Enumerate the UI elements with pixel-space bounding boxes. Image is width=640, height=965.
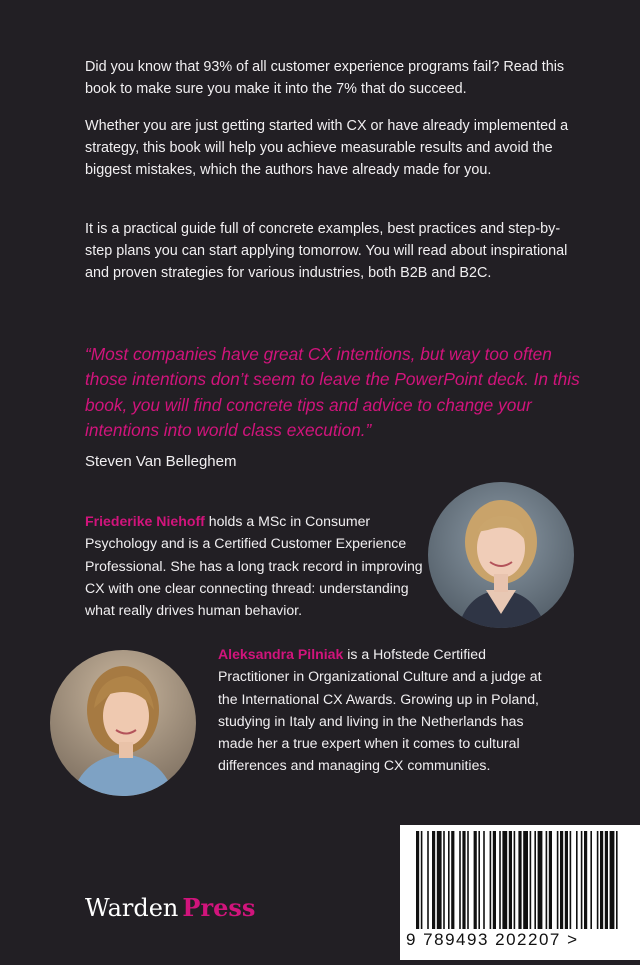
barcode-bar bbox=[474, 831, 477, 929]
endorsement-quote: “Most companies have great CX intentions, but way too often those intentions don’t seem to leave the PowerPoint deck. In this book, you will find concrete tips and advice to change your intentions into world class execution.” bbox=[85, 344, 580, 441]
intro-paragraph-3: It is a practical guide full of concrete examples, best practices and step-by-step plans you can start applying tomorrow. You will read about inspirational and proven strategies for various industries, both B2B and B2C. bbox=[85, 221, 568, 282]
barcode-bar bbox=[437, 831, 442, 929]
barcode-bar bbox=[546, 831, 548, 929]
publisher-name-part2: Press bbox=[182, 893, 256, 922]
barcode-bar bbox=[493, 831, 496, 929]
barcode-bar bbox=[570, 831, 572, 929]
barcode-bar bbox=[576, 831, 578, 929]
barcode-bar bbox=[565, 831, 568, 929]
barcode-bar bbox=[490, 831, 492, 929]
barcode-bar bbox=[451, 831, 454, 929]
author-name-1: Friederike Niehoff bbox=[85, 513, 205, 529]
author-bio-text-1: holds a MSc in Consumer Psychology and is a Certified Customer Experience Professional. She has a long track record in improving CX with one clear connecting thread: understanding what really drives human behavior. bbox=[85, 513, 423, 619]
barcode-bar bbox=[530, 831, 532, 929]
publisher-logo bbox=[85, 893, 255, 922]
barcode-bar bbox=[534, 831, 536, 929]
barcode-bar bbox=[427, 831, 429, 929]
barcode-bar bbox=[581, 831, 583, 929]
barcode-bar bbox=[523, 831, 528, 929]
barcode-bar bbox=[514, 831, 516, 929]
barcode-bar bbox=[483, 831, 485, 929]
barcode-bar bbox=[462, 831, 465, 929]
barcode-bar bbox=[605, 831, 608, 929]
barcode-bar bbox=[600, 831, 603, 929]
barcode-bar bbox=[459, 831, 461, 929]
quote-author: Steven Van Belleghem bbox=[85, 453, 237, 470]
publisher-name-part1: Warden bbox=[85, 894, 179, 922]
barcode-bar bbox=[518, 831, 521, 929]
barcode-bar bbox=[499, 831, 501, 929]
author-bio-1 bbox=[85, 510, 430, 621]
barcode-bar bbox=[509, 831, 512, 929]
barcode-number: 9 789493 202207 > bbox=[406, 930, 579, 949]
barcode-bar bbox=[584, 831, 587, 929]
barcode-bar bbox=[590, 831, 592, 929]
barcode-bar bbox=[610, 831, 615, 929]
barcode-bar bbox=[432, 831, 435, 929]
author-bio-2 bbox=[218, 643, 548, 777]
intro-paragraph-1: Did you know that 93% of all customer experience programs fail? Read this book to make sure you make it into the 7% that do succeed. bbox=[85, 59, 565, 98]
barcode-bar bbox=[443, 831, 445, 929]
author-photo-2 bbox=[50, 650, 196, 796]
barcode-bar bbox=[416, 831, 419, 929]
barcode-bar bbox=[448, 831, 450, 929]
barcode-bar bbox=[616, 831, 618, 929]
intro-paragraph-2: Whether you are just getting started with CX or have already implemented a strategy, this book will help you achieve measurable results and avoid the biggest mistakes, which the authors have already made for you. bbox=[85, 118, 569, 179]
barcode-bar bbox=[478, 831, 480, 929]
barcode-bar bbox=[557, 831, 559, 929]
barcode-bar bbox=[538, 831, 543, 929]
barcode-bar bbox=[502, 831, 507, 929]
barcode-bar bbox=[597, 831, 599, 929]
author-name-2: Aleksandra Pilniak bbox=[218, 646, 344, 662]
author-bio-text-2: is a Hofstede Certified Practitioner in Organizational Culture and a judge at the International CX Awards. Growing up in Poland, studying in Italy and living in the Netherlands has made her a true expert when it comes to cultural differences and managing CX communities. bbox=[218, 646, 542, 774]
barcode-bar bbox=[467, 831, 469, 929]
author-photo-1 bbox=[428, 482, 574, 628]
barcode-bar bbox=[560, 831, 563, 929]
barcode-bar bbox=[421, 831, 423, 929]
barcode-bar bbox=[549, 831, 552, 929]
